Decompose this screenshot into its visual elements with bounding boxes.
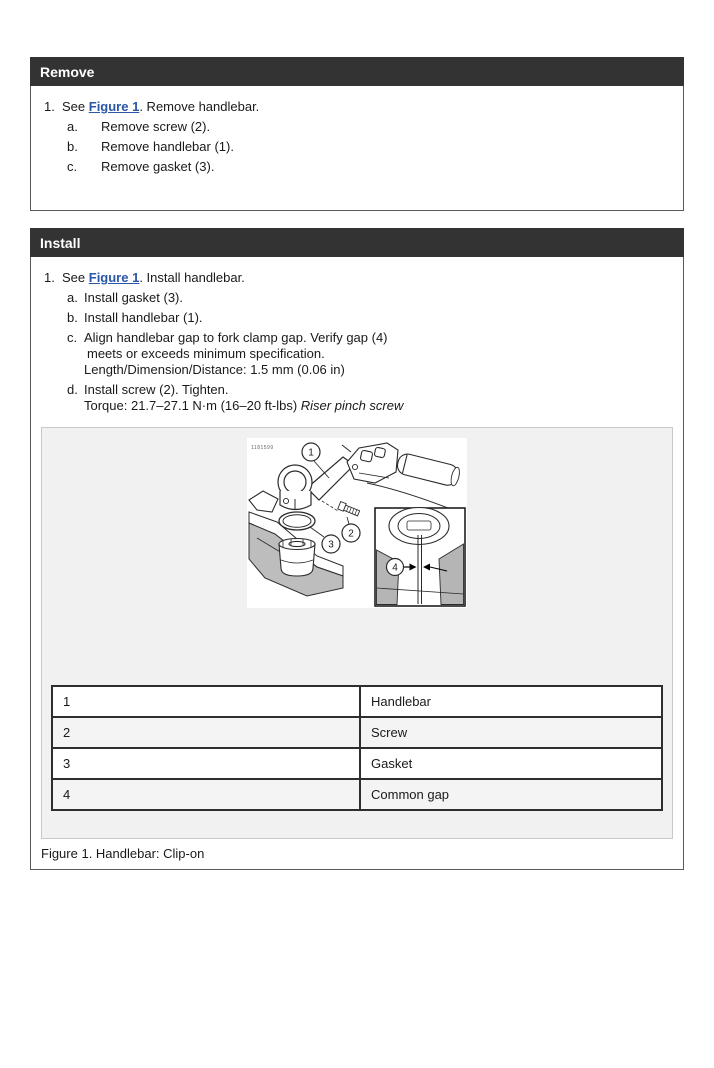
handlebar-controls-drawing bbox=[342, 443, 463, 514]
substep-text: Remove screw (2). bbox=[101, 119, 211, 134]
remove-substep-c bbox=[67, 159, 683, 175]
gap-inset-drawing bbox=[375, 508, 465, 607]
substep-text: Remove gasket (3). bbox=[101, 159, 215, 174]
substep-label: d. bbox=[67, 382, 78, 397]
figure-legend-table bbox=[51, 685, 663, 811]
screw-drawing bbox=[322, 501, 360, 517]
torque-spec: Torque: 21.7–27.1 N·m (16–20 ft-lbs) Riser pinch screw bbox=[84, 398, 404, 413]
substep-continuation: meets or exceeds minimum specification. bbox=[87, 346, 325, 361]
substep-text: Install handlebar (1). bbox=[84, 310, 203, 325]
legend-number-cell: 4 bbox=[52, 779, 360, 810]
figure-drawing bbox=[247, 438, 467, 608]
substep-text: Align handlebar gap to fork clamp gap. Verify gap (4) meets or exceeds minimum specification. Length/Dimension/Distance: 1.5 mm (0.06 in) bbox=[84, 330, 388, 377]
svg-text:1: 1 bbox=[308, 447, 314, 459]
substep-text: Install screw (2). Tighten. Torque: 21.7–27.1 N·m (16–20 ft-lbs) Riser pinch screw bbox=[84, 382, 404, 413]
substep-text: Install gasket (3). bbox=[84, 290, 183, 305]
install-step-1 bbox=[44, 270, 683, 286]
table-row bbox=[52, 686, 662, 717]
dimension-spec: Length/Dimension/Distance: 1.5 mm (0.06 in) bbox=[84, 362, 345, 377]
remove-step-1 bbox=[44, 99, 683, 115]
drawing-id-label: 1181599 bbox=[251, 445, 274, 451]
install-substep-a bbox=[67, 290, 683, 306]
legend-number-cell: 2 bbox=[52, 717, 360, 748]
callout-2 bbox=[342, 517, 360, 542]
legend-label-cell: Common gap bbox=[360, 779, 662, 810]
substep-label: a. bbox=[67, 119, 78, 134]
callout-4 bbox=[387, 559, 404, 576]
remove-section-header: Remove bbox=[30, 57, 684, 86]
step-number: 1. bbox=[44, 270, 55, 285]
figure-panel bbox=[41, 427, 673, 839]
svg-text:4: 4 bbox=[392, 562, 398, 574]
step-text: See Figure 1. Remove handlebar. bbox=[62, 99, 260, 114]
install-substep-c bbox=[67, 330, 683, 378]
svg-text:3: 3 bbox=[328, 539, 334, 551]
figure-caption: Figure 1. Handlebar: Clip-on bbox=[41, 846, 205, 861]
substep-label: b. bbox=[67, 139, 78, 154]
torque-spec-note: Riser pinch screw bbox=[300, 398, 404, 413]
figure-1-link[interactable]: Figure 1 bbox=[88, 99, 140, 114]
table-row bbox=[52, 779, 662, 810]
step-number: 1. bbox=[44, 99, 55, 114]
remove-substep-a bbox=[67, 119, 683, 135]
riser-drawing bbox=[278, 457, 354, 510]
handlebar-diagram bbox=[247, 438, 467, 608]
install-substep-b bbox=[67, 310, 683, 326]
remove-section bbox=[30, 57, 684, 211]
substep-label: a. bbox=[67, 290, 78, 305]
legend-number-cell: 3 bbox=[52, 748, 360, 779]
substep-label: c. bbox=[67, 159, 78, 174]
fork-cap-drawing bbox=[279, 539, 315, 577]
remove-substep-b bbox=[67, 139, 683, 155]
remove-substeps bbox=[31, 119, 683, 175]
install-section-body bbox=[30, 257, 684, 870]
install-section bbox=[30, 228, 684, 870]
remove-section-body bbox=[30, 86, 684, 211]
step-text: See Figure 1. Install handlebar. bbox=[62, 270, 245, 285]
legend-label-cell: Gasket bbox=[360, 748, 662, 779]
legend-number-cell: 1 bbox=[52, 686, 360, 717]
table-row bbox=[52, 717, 662, 748]
table-row bbox=[52, 748, 662, 779]
gasket-drawing bbox=[279, 512, 315, 530]
substep-label: b. bbox=[67, 310, 78, 325]
legend-label-cell: Screw bbox=[360, 717, 662, 748]
figure-1-link[interactable]: Figure 1 bbox=[88, 270, 140, 285]
manual-page bbox=[0, 57, 714, 1068]
install-substeps bbox=[31, 290, 683, 414]
install-section-header: Install bbox=[30, 228, 684, 257]
substep-label: c. bbox=[67, 330, 78, 345]
substep-text: Remove handlebar (1). bbox=[101, 139, 234, 154]
legend-label-cell: Handlebar bbox=[360, 686, 662, 717]
svg-text:2: 2 bbox=[348, 528, 354, 540]
install-substep-d bbox=[67, 382, 683, 414]
